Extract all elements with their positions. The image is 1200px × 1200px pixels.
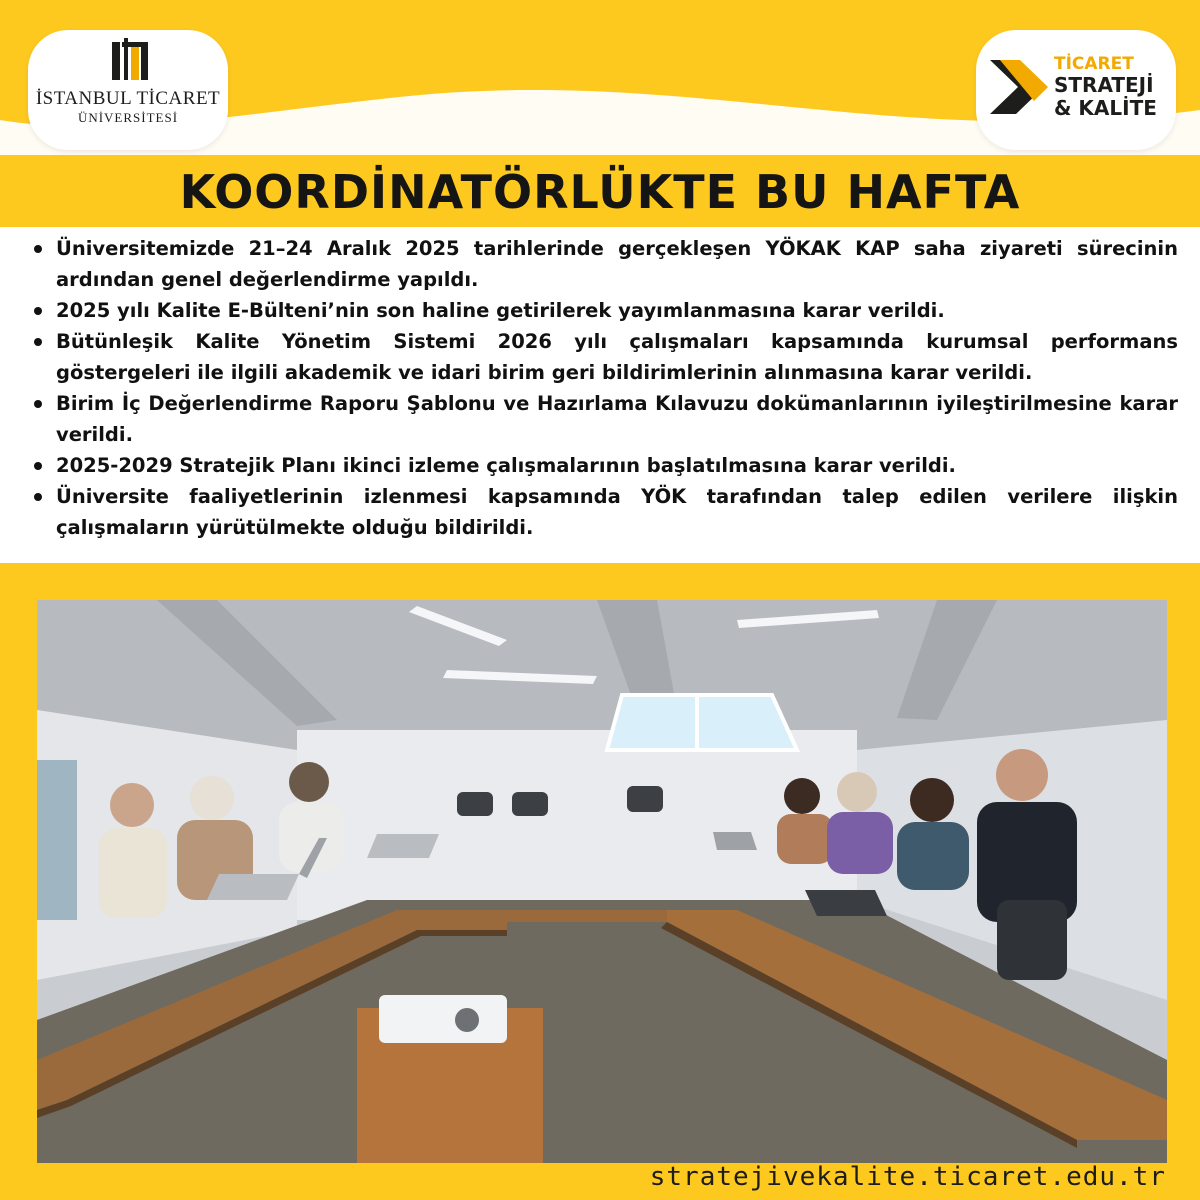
brand-line-kalite: & KALİTE xyxy=(1054,96,1157,120)
list-item xyxy=(32,233,1178,295)
meeting-photo xyxy=(37,600,1167,1163)
title-banner xyxy=(0,155,1200,227)
list-item xyxy=(32,326,1178,388)
chevron-icon xyxy=(990,56,1052,118)
bullet-dot-icon xyxy=(34,245,42,253)
list-item-text: Bütünleşik Kalite Yönetim Sistemi 2026 yılı çalışmaları kapsamında kurumsal performans göstergeleri ile ilgili akademik ve idari birim geri bildirimlerinin alınmasına karar verildi. xyxy=(56,330,1178,384)
brand-line-strateji: STRATEJİ xyxy=(1054,73,1154,97)
university-subname: ÜNİVERSİTESİ xyxy=(77,110,179,125)
strategy-quality-logo[interactable] xyxy=(976,30,1176,150)
list-item-text: Birim İç Değerlendirme Raporu Şablonu ve Hazırlama Kılavuzu dokümanlarının iyileştirilmesine karar verildi. xyxy=(56,392,1178,446)
list-item-text: Üniversitemizde 21–24 Aralık 2025 tarihlerinde gerçekleşen YÖKAK KAP saha ziyareti sürecinin ardından genel değerlendirme yapıldı. xyxy=(56,237,1178,291)
bullet-dot-icon xyxy=(34,307,42,315)
university-name: İSTANBUL TİCARET xyxy=(35,88,221,109)
bullet-dot-icon xyxy=(34,338,42,346)
list-item xyxy=(32,450,1178,481)
list-item-text: 2025-2029 Stratejik Planı ikinci izleme çalışmalarının başlatılmasına karar verildi. xyxy=(56,454,956,477)
meeting-room-illustration xyxy=(37,600,1167,1163)
footer-url-link[interactable]: stratejivekalite.ticaret.edu.tr xyxy=(649,1162,1166,1192)
university-logo[interactable] xyxy=(28,30,228,150)
list-item xyxy=(32,295,1178,326)
content-panel xyxy=(0,227,1200,563)
itu-emblem-icon xyxy=(110,38,150,82)
list-item-text: 2025 yılı Kalite E-Bülteni’nin son haline getirilerek yayımlanmasına karar verildi. xyxy=(56,299,945,322)
list-item-text: Üniversite faaliyetlerinin izlenmesi kapsamında YÖK tarafından talep edilen verilere ilişkin çalışmaların yürütülmekte olduğu bildirildi. xyxy=(56,485,1178,539)
brand-line-ticaret: TİCARET xyxy=(1054,54,1134,74)
bullet-dot-icon xyxy=(34,493,42,501)
bullet-list xyxy=(32,233,1178,543)
bullet-dot-icon xyxy=(34,462,42,470)
list-item xyxy=(32,388,1178,450)
list-item xyxy=(32,481,1178,543)
bullet-dot-icon xyxy=(34,400,42,408)
page-title: KOORDİNATÖRLÜKTE BU HAFTA xyxy=(179,165,1021,219)
